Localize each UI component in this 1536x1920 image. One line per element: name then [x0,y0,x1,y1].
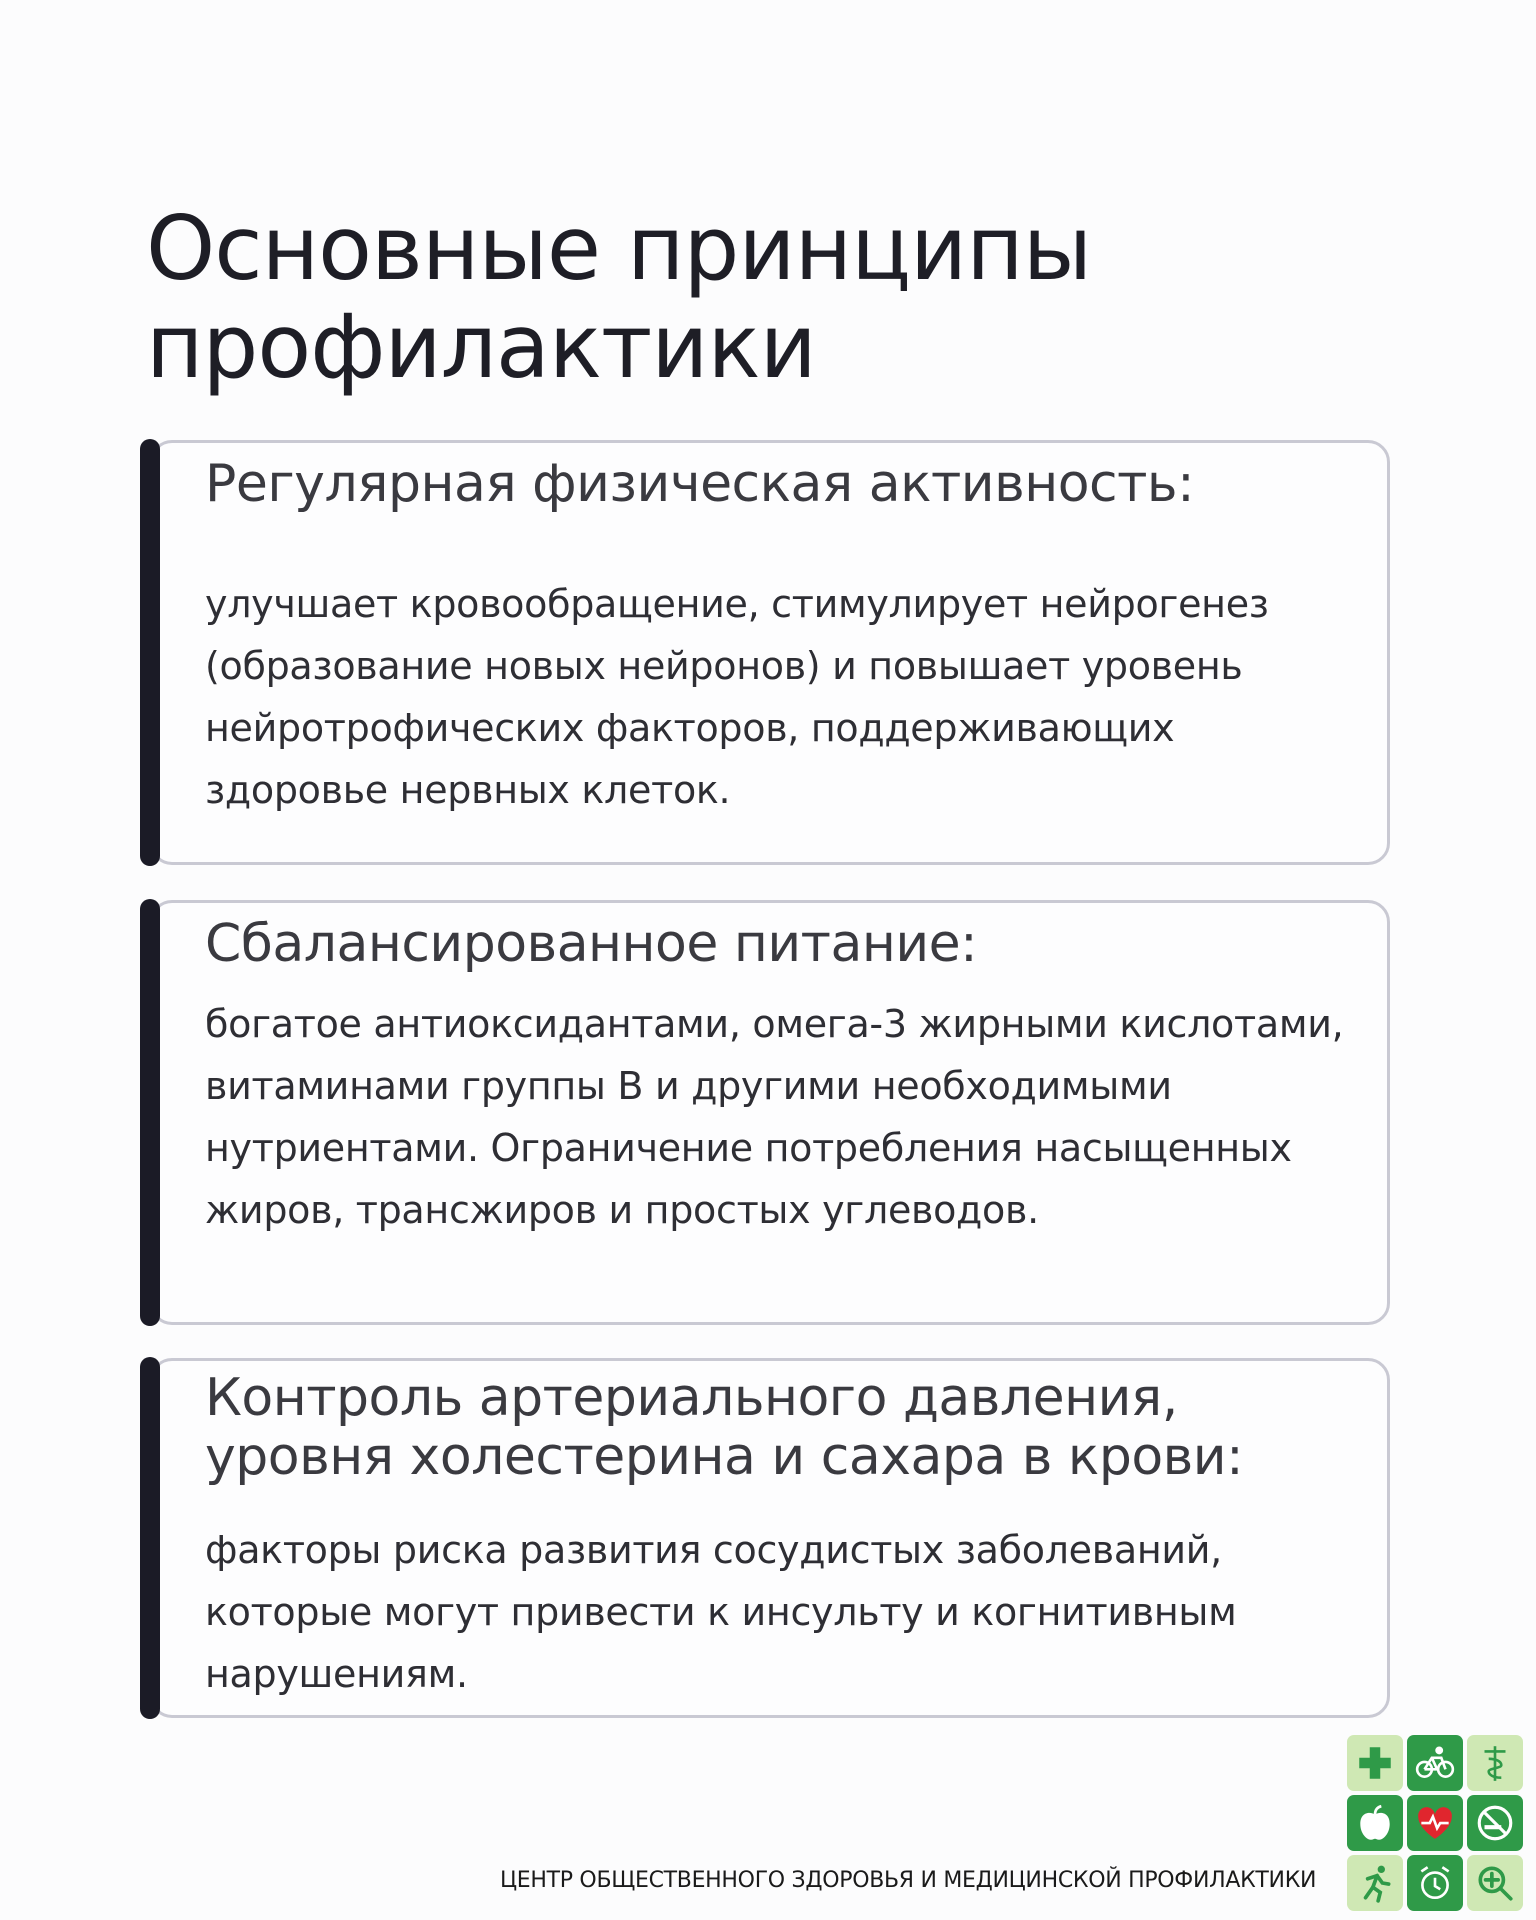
card-accent-bar [140,439,160,866]
principle-card-nutrition [150,900,1390,1325]
principle-card-activity [150,440,1390,865]
card-body: улучшает кровообращение, стимулирует нейрогенез (образование новых нейронов) и повышает уровень нейротрофических факторов, поддерживающих здоровье нервных клеток. [205,582,1269,812]
card-title: Регулярная физическая активность: [205,454,1195,514]
card-accent-bar [140,1357,160,1719]
page-title-line2: профилактики [146,295,816,398]
card-title: Сбалансированное питание: [205,914,978,974]
alarm-clock-icon [1407,1855,1463,1911]
organization-name: ЦЕНТР ОБЩЕСТВЕННОГО ЗДОРОВЬЯ И МЕДИЦИНСКОЙ ПРОФИЛАКТИКИ [500,1868,1317,1893]
card-body: факторы риска развития сосудистых заболеваний, которые могут привести к инсульту и когнитивным нарушениям. [205,1528,1237,1696]
card-body: богатое антиоксидантами, омега-3 жирными кислотами, витаминами группы В и другими необходимыми нутриентами. Ограничение потребления насыщенных жиров, трансжиров и простых углеводов. [205,1002,1344,1232]
apple-icon [1347,1795,1403,1851]
heart-pulse-icon [1407,1795,1463,1851]
caduceus-icon [1467,1735,1523,1791]
runner-icon [1347,1855,1403,1911]
principle-card-control [150,1358,1390,1718]
bicycle-icon [1407,1735,1463,1791]
plus-icon [1347,1735,1403,1791]
page-title-line1: Основные принципы [146,197,1092,300]
page-title [146,197,1396,398]
card-accent-bar [140,899,160,1326]
card-title-line2: уровня холестерина и сахара в крови: [205,1427,1244,1487]
zoom-plus-icon [1467,1855,1523,1911]
card-title [205,1369,1243,1487]
health-center-logo [1347,1735,1529,1917]
card-title-line1: Контроль артериального давления, [205,1368,1178,1428]
no-smoking-icon [1467,1795,1523,1851]
